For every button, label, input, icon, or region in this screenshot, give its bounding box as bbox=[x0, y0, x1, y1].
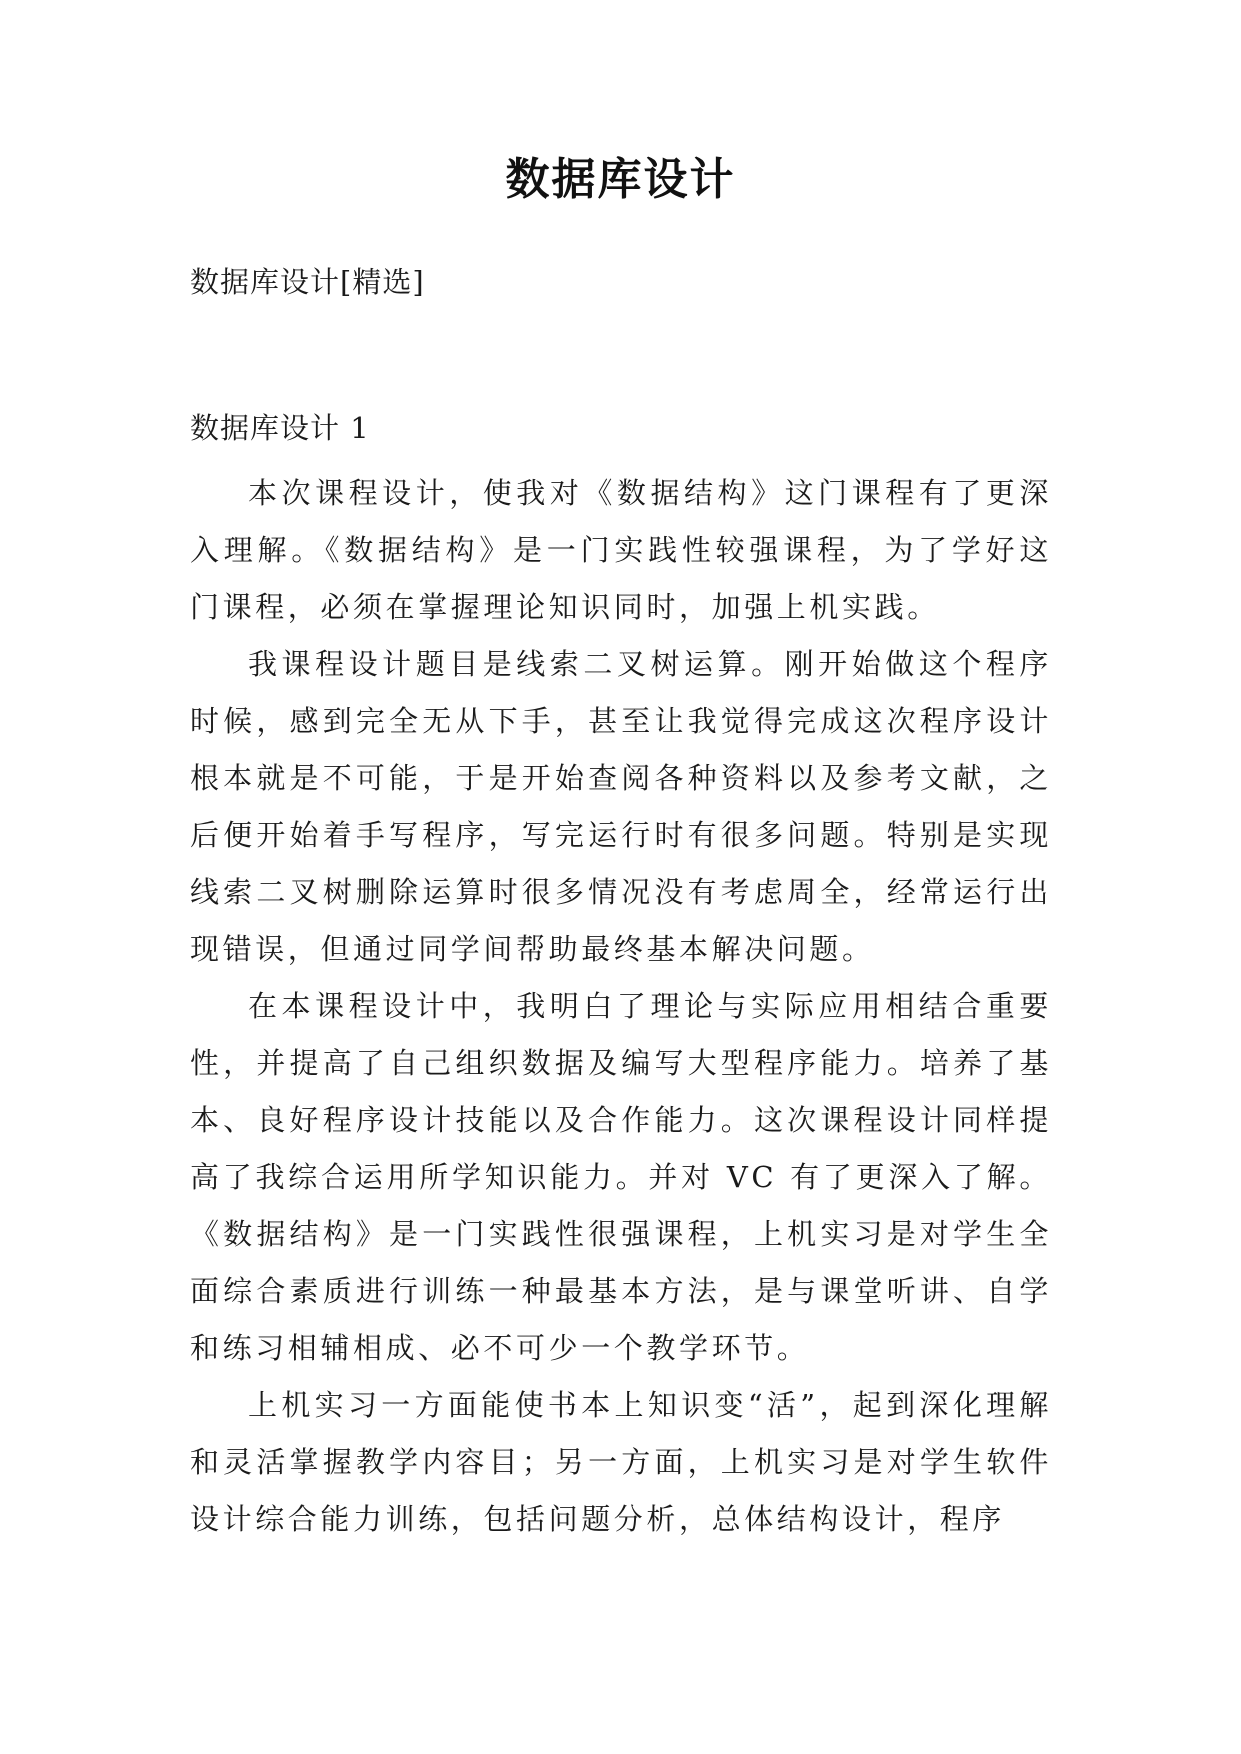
document-body bbox=[190, 465, 1052, 1548]
paragraph: 在本课程设计中，我明白了理论与实际应用相结合重要性，并提高了自己组织数据及编写大型程序能力。培养了基本、良好程序设计技能以及合作能力。这次课程设计同样提高了我综合运用所学知识能力。并对 VC 有了更深入了解。《数据结构》是一门实践性很强课程，上机实习是对学生全面综合素质进行训练一种最基本方法，是与课堂听讲、自学和练习相辅相成、必不可少一个教学环节。 bbox=[190, 989, 1052, 1365]
paragraph: 我课程设计题目是线索二叉树运算。刚开始做这个程序时候，感到完全无从下手，甚至让我觉得完成这次程序设计根本就是不可能，于是开始查阅各种资料以及参考文献，之后便开始着手写程序，写完运行时有很多问题。特别是实现线索二叉树删除运算时很多情况没有考虑周全，经常运行出现错误，但通过同学间帮助最终基本解决问题。 bbox=[190, 647, 1052, 966]
section-heading: 数据库设计 1 bbox=[190, 411, 370, 445]
paragraph: 上机实习一方面能使书本上知识变“活”，起到深化理解和灵活掌握教学内容目；另一方面，上机实习是对学生软件设计综合能力训练，包括问题分析，总体结构设计，程序 bbox=[190, 1388, 1052, 1536]
document-subtitle: 数据库设计[精选] bbox=[190, 265, 425, 299]
document-title: 数据库设计 bbox=[505, 154, 736, 205]
paragraph: 本次课程设计，使我对《数据结构》这门课程有了更深入理解。《数据结构》是一门实践性较强课程，为了学好这门课程，必须在掌握理论知识同时，加强上机实践。 bbox=[190, 476, 1052, 624]
